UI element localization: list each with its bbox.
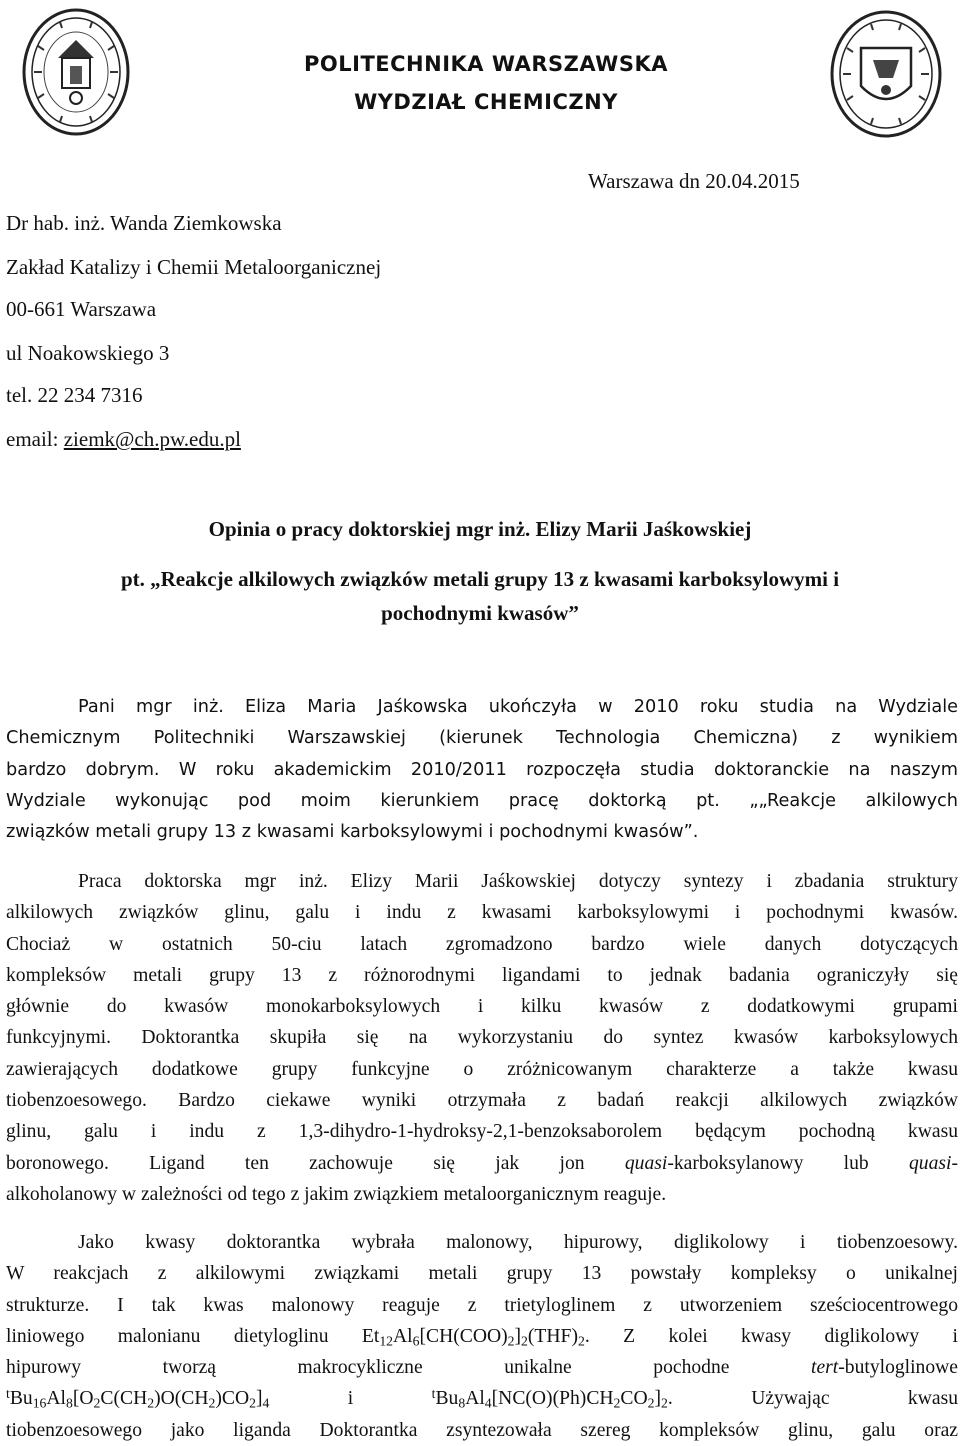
p3-sup: t bbox=[431, 1386, 436, 1402]
p1-line: Chemicznym Politechniki Warszawskiej (kierunek Technologia Chemiczna) z wynikiem bbox=[6, 728, 958, 749]
p2-line: funkcyjnymi. Doktorantka skupiła się na wykorzystaniu do syntez kwasów karboksylowych bbox=[6, 1027, 958, 1049]
p3-line bbox=[6, 1383, 958, 1414]
p3-text: C(CH bbox=[100, 1388, 148, 1410]
paragraph-1 bbox=[6, 692, 958, 848]
p1-line: związków metali grupy 13 z kwasami karboksylowymi i pochodnymi kwasów”. bbox=[6, 822, 699, 843]
p2-line: alkilowych związków glinu, galu i indu z kwasami karboksylowymi i pochodnymi kwasów. bbox=[6, 902, 958, 924]
p2-line: Chociaż w ostatnich 50-ciu latach zgromadzono bardzo wiele danych dotyczących bbox=[6, 933, 958, 955]
p3-text: ] bbox=[255, 1388, 263, 1410]
p3-italic: tert bbox=[811, 1357, 839, 1379]
p2-text: - bbox=[951, 1152, 958, 1174]
p3-sub: 6 bbox=[412, 1333, 420, 1349]
author-department: Zakład Katalizy i Chemii Metaloorganicznej bbox=[6, 255, 382, 279]
p3-text: (THF) bbox=[527, 1325, 578, 1347]
p3-text: [NC(O)(Ph)CH bbox=[491, 1388, 614, 1410]
paragraph-3 bbox=[6, 1227, 958, 1446]
p3-text: Bu bbox=[9, 1388, 33, 1410]
p2-line bbox=[6, 1148, 958, 1179]
p3-line bbox=[6, 1321, 958, 1352]
p2-italic: quasi bbox=[624, 1152, 668, 1174]
p2-text: boronowego. Ligand ten zachowuje się jak jon bbox=[6, 1152, 625, 1174]
p3-sub: 2 bbox=[208, 1395, 216, 1411]
thesis-subject-line-1: pt. „Reakcje alkilowych związków metali grupy 13 z kwasami karboksylowymi i bbox=[120, 567, 840, 591]
letter-date: Warszawa dn 20.04.2015 bbox=[588, 169, 800, 193]
p3-text: )O(CH bbox=[154, 1388, 209, 1410]
author-street: ul Noakowskiego 3 bbox=[6, 341, 170, 365]
p1-line: Pani mgr inż. Eliza Maria Jaśkowska ukończyła w 2010 roku studia na Wydziale bbox=[78, 697, 958, 717]
p3-text: Bu bbox=[435, 1388, 459, 1410]
p3-sub: 2 bbox=[577, 1333, 585, 1349]
p3-line: W reakcjach z alkilowymi związkami metali grupy 13 powstały kompleksy o unikalnej bbox=[6, 1263, 958, 1285]
p3-line: Jako kwasy doktorantka wybrała malonowy, hipurowy, diglikolowy i tiobenzoesowy. bbox=[78, 1232, 958, 1253]
p3-sub: 2 bbox=[93, 1395, 101, 1411]
p3-sub: 2 bbox=[507, 1333, 515, 1349]
p3-text: . Używając kwasu bbox=[667, 1388, 958, 1410]
thesis-subject-line-2: pochodnymi kwasów” bbox=[381, 601, 579, 625]
p2-text: -karboksylanowy lub bbox=[667, 1152, 909, 1174]
p3-line: tiobenzoesowego jako liganda Doktorantka zsyntezowała szereg kompleksów glinu, galu oraz bbox=[6, 1419, 958, 1441]
p3-text: Al bbox=[393, 1325, 413, 1347]
p3-sub: 8 bbox=[66, 1395, 73, 1411]
p1-line: Wydziale wykonując pod moim kierunkiem pracę doktorką pt. „„Reakcje alkilowych bbox=[6, 790, 958, 811]
p3-sub: 2 bbox=[249, 1395, 256, 1411]
paragraph-2 bbox=[6, 866, 958, 1210]
p3-sub: 16 bbox=[32, 1395, 47, 1411]
p3-text: -butyloglinowe bbox=[838, 1357, 958, 1379]
p3-sub: 2 bbox=[147, 1395, 155, 1411]
p3-text: [CH(COO) bbox=[419, 1325, 508, 1347]
p1-line: bardzo dobrym. W roku akademickim 2010/2011 rozpoczęła studia doktoranckie na naszym bbox=[6, 759, 958, 780]
p3-sup: t bbox=[6, 1386, 10, 1402]
p3-text: hipurowy tworzą makrocykliczne unikalne pochodne bbox=[6, 1357, 812, 1379]
p2-line: tiobenzoesowego. Bardzo ciekawe wyniki otrzymała z badań reakcji alkilowych związków bbox=[6, 1090, 958, 1112]
university-name: POLITECHNIKA WARSZAWSKA bbox=[304, 52, 668, 76]
p3-text: liniowego malonianu dietyloglinu Et bbox=[6, 1325, 380, 1347]
p3-sub: 2 bbox=[647, 1395, 655, 1411]
email-label: email: bbox=[6, 427, 64, 451]
p3-text: i bbox=[269, 1388, 432, 1410]
p3-sub: 12 bbox=[379, 1333, 394, 1349]
author-email bbox=[6, 426, 241, 452]
p3-sub: 2 bbox=[661, 1395, 668, 1411]
email-link[interactable]: ziemk@ch.pw.edu.pl bbox=[63, 427, 241, 451]
p2-line: kompleksów metali grupy 13 z różnorodnymi ligandami to jednak badania ograniczyły się bbox=[6, 964, 958, 986]
p2-line: alkoholanowy w zależności od tego z jakim związkiem metaloorganicznym reaguje. bbox=[6, 1183, 667, 1205]
p3-text: ] bbox=[654, 1388, 662, 1410]
p3-text: Al bbox=[46, 1388, 66, 1410]
p2-line: Praca doktorska mgr inż. Elizy Marii Jaśkowskiej dotyczy syntezy i zbadania struktury bbox=[78, 871, 958, 892]
author-phone: tel. 22 234 7316 bbox=[6, 383, 143, 407]
p3-text: ] bbox=[514, 1325, 522, 1347]
p2-line: zawierających dodatkowe grupy funkcyjne o zróżnicowanym charakterze a także kwasu bbox=[6, 1058, 958, 1080]
p3-text: [O bbox=[72, 1388, 94, 1410]
document-title: Opinia o pracy doktorskiej mgr inż. Elizy Marii Jaśkowskiej bbox=[208, 517, 752, 541]
author-city: 00-661 Warszawa bbox=[6, 297, 157, 321]
p2-italic: quasi bbox=[909, 1152, 952, 1174]
p3-text: Al bbox=[465, 1388, 485, 1410]
p3-line: strukturze. I tak kwas malonowy reaguje z trietyloglinem z utworzeniem sześciocentrowego bbox=[6, 1294, 958, 1316]
p3-sub: 2 bbox=[613, 1395, 621, 1411]
p3-sub: 2 bbox=[521, 1333, 528, 1349]
faculty-name: WYDZIAŁ CHEMICZNY bbox=[354, 90, 618, 114]
p3-text: CO bbox=[620, 1388, 648, 1410]
author-name: Dr hab. inż. Wanda Ziemkowska bbox=[6, 211, 282, 235]
p2-line: glinu, galu i indu z 1,3-dihydro-1-hydroksy-2,1-benzoksaborolem będącym pochodną kwasu bbox=[6, 1121, 958, 1143]
p3-text: . Z kolei kwasy diglikolowy i bbox=[584, 1325, 958, 1347]
p3-sub: 4 bbox=[484, 1395, 492, 1411]
p3-text: )CO bbox=[215, 1388, 250, 1410]
p3-sub: 8 bbox=[458, 1395, 466, 1411]
p2-line: głównie do kwasów monokarboksylowych i kilku kwasów z dodatkowymi grupami bbox=[6, 996, 958, 1018]
p3-line bbox=[6, 1352, 958, 1383]
p3-sub: 4 bbox=[262, 1395, 270, 1411]
